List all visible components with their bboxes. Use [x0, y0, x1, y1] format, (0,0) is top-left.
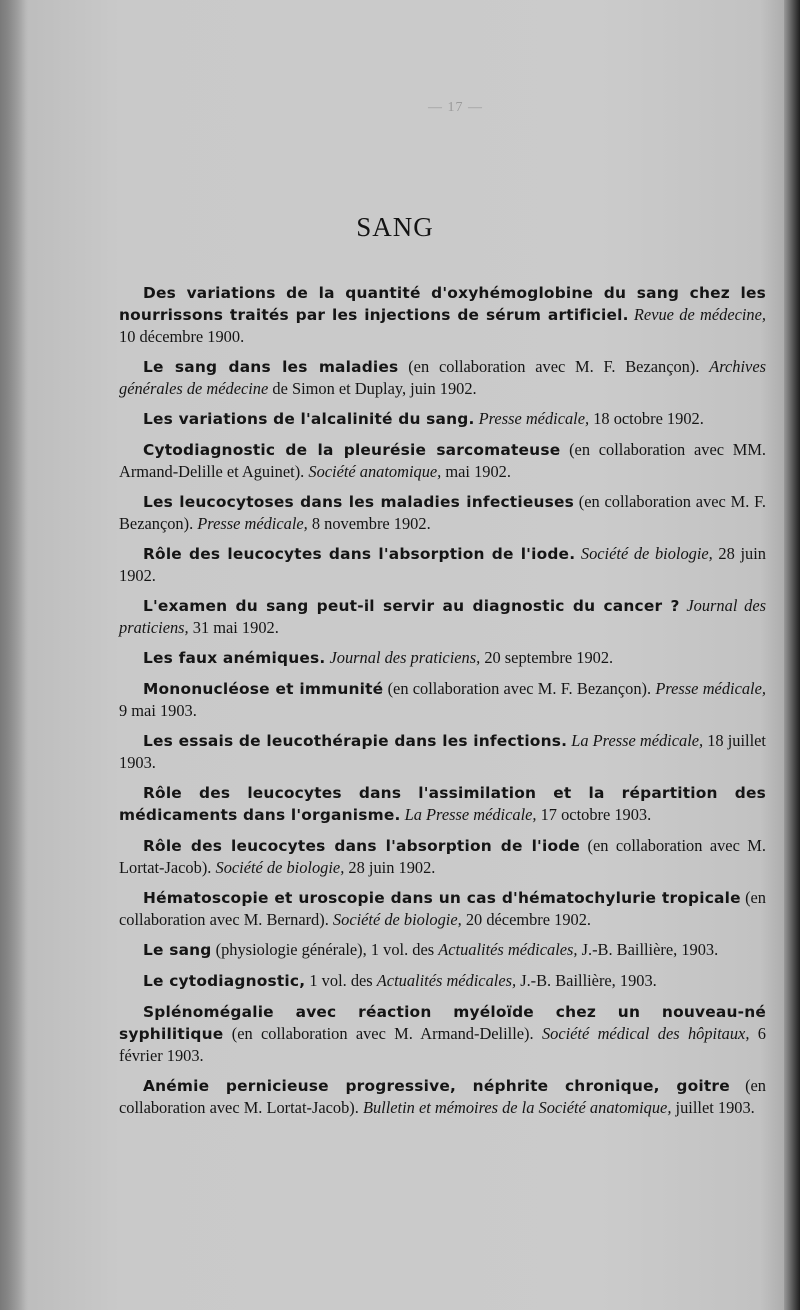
entry-date: 10 décembre 1900.: [119, 327, 245, 346]
entry-title: Le cytodiagnostic,: [143, 972, 306, 990]
bibliography-entry: [119, 543, 766, 586]
bibliography-entry: [119, 439, 766, 482]
entry-title: Anémie pernicieuse progressive, néphrite chronique, goitre: [143, 1077, 730, 1095]
bibliography-entry: [119, 730, 766, 773]
entry-source: Société anatomique,: [308, 462, 442, 481]
entry-date: 6 février 1903.: [119, 1024, 766, 1065]
entry-title: Les variations de l'alcalinité du sang.: [143, 410, 475, 428]
entry-title: Rôle des leucocytes dans l'absorption de l'iode: [143, 837, 581, 855]
entry-title: Hématoscopie et uroscopie dans un cas d'hématochylurie tropicale: [143, 889, 741, 907]
bibliography-entry: [119, 356, 766, 399]
entry-title: Le sang: [143, 941, 212, 959]
entry-date: 31 mai 1902.: [192, 618, 279, 637]
entry-title: Les faux anémiques.: [143, 649, 326, 667]
entry-title: Cytodiagnostic de la pleurésie sarcomateuse: [143, 441, 561, 459]
entry-detail: (en collaboration avec M. Bernard).: [119, 888, 766, 929]
entry-date: juillet 1903.: [675, 1098, 755, 1117]
entry-source: Actualités médicales,: [376, 971, 517, 990]
entry-source: Société de biologie,: [332, 910, 462, 929]
entry-date: de Simon et Duplay, juin 1902.: [272, 379, 477, 398]
bibliography-entry: [119, 282, 766, 347]
entry-date: 9 mai 1903.: [119, 701, 197, 720]
bibliography-entry: [119, 491, 766, 534]
entry-date: 8 novembre 1902.: [311, 514, 431, 533]
entry-title: Le sang dans les maladies: [143, 358, 399, 376]
entry-title: Mononucléose et immunité: [143, 680, 384, 698]
bibliography-entry: [119, 782, 766, 826]
entry-detail: (en collaboration avec M. F. Bezançon).: [387, 679, 652, 698]
bibliography-list: [119, 282, 766, 1127]
bibliography-entry: [119, 1075, 766, 1118]
entry-date: J.-B. Baillière, 1903.: [581, 940, 719, 959]
entry-title: Les leucocytoses dans les maladies infectieuses: [143, 493, 574, 511]
page-number: — 17 —: [428, 100, 483, 115]
bibliography-entry: [119, 887, 766, 930]
entry-detail: (en collaboration avec M. Lortat-Jacob).: [119, 1076, 766, 1117]
binding-shadow: [0, 0, 28, 1310]
entry-title: Rôle des leucocytes dans l'assimilation et la répartition des médicaments dans l'organisme.: [119, 784, 766, 824]
bibliography-entry: [119, 408, 766, 430]
entry-source: Presse médicale,: [655, 679, 766, 698]
entry-source: Presse médicale,: [197, 514, 308, 533]
entry-source: Revue de médecine,: [633, 305, 766, 324]
entry-title: Les essais de leucothérapie dans les infections.: [143, 732, 568, 750]
entry-source: Actualités médicales,: [438, 940, 578, 959]
entry-detail: (physiologie générale), 1 vol. des: [215, 940, 435, 959]
entry-date: 28 juin 1902.: [348, 858, 436, 877]
entry-source: Journal des praticiens,: [119, 596, 766, 637]
entry-detail: (en collaboration avec MM. Armand-Delille et Aguinet).: [119, 440, 766, 481]
section-title: SANG: [356, 212, 434, 242]
entry-source: Société de biologie,: [580, 544, 713, 563]
entry-title: L'examen du sang peut-il servir au diagnostic du cancer ?: [143, 597, 680, 615]
bibliography-entry: [119, 595, 766, 638]
entry-title: Des variations de la quantité d'oxyhémoglobine du sang chez les nourrissons traités par les injections de sérum artificiel.: [119, 284, 766, 324]
entry-detail: (en collaboration avec M. F. Bezançon).: [408, 357, 700, 376]
entry-source: Bulletin et mémoires de la Société anatomique,: [362, 1098, 672, 1117]
entry-source: Presse médicale,: [478, 409, 590, 428]
page-edge-shadow: [784, 0, 800, 1310]
entry-date: 18 octobre 1902.: [593, 409, 704, 428]
entry-detail: (en collaboration avec M. Lortat-Jacob).: [119, 836, 766, 877]
entry-date: 18 juillet 1903.: [119, 731, 766, 772]
entry-source: Archives générales de médecine: [119, 357, 766, 398]
bibliography-entry: [119, 647, 766, 669]
bibliography-entry: [119, 970, 766, 992]
bibliography-entry: [119, 1001, 766, 1066]
entry-detail: 1 vol. des: [309, 971, 373, 990]
entry-source: Société médical des hôpitaux,: [541, 1024, 750, 1043]
entry-source: Société de biologie,: [215, 858, 345, 877]
bibliography-entry: [119, 835, 766, 878]
bibliography-entry: [119, 678, 766, 721]
entry-date: 20 septembre 1902.: [484, 648, 614, 667]
entry-date: J.-B. Baillière, 1903.: [520, 971, 657, 990]
entry-source: La Presse médicale,: [571, 731, 704, 750]
entry-title: Splénomégalie avec réaction myéloïde chez un nouveau-né syphilitique: [119, 1003, 766, 1043]
bibliography-entry: [119, 939, 766, 961]
entry-detail: (en collaboration avec M. F. Bezançon).: [119, 492, 766, 533]
entry-date: mai 1902.: [445, 462, 511, 481]
entry-title: Rôle des leucocytes dans l'absorption de l'iode.: [143, 545, 576, 563]
entry-detail: (en collaboration avec M. Armand-Delille).: [231, 1024, 534, 1043]
entry-date: 17 octobre 1903.: [540, 805, 652, 824]
entry-date: 28 juin 1902.: [119, 544, 766, 585]
entry-source: La Presse médicale,: [404, 805, 537, 824]
entry-source: Journal des praticiens,: [329, 648, 481, 667]
entry-date: 20 décembre 1902.: [465, 910, 592, 929]
